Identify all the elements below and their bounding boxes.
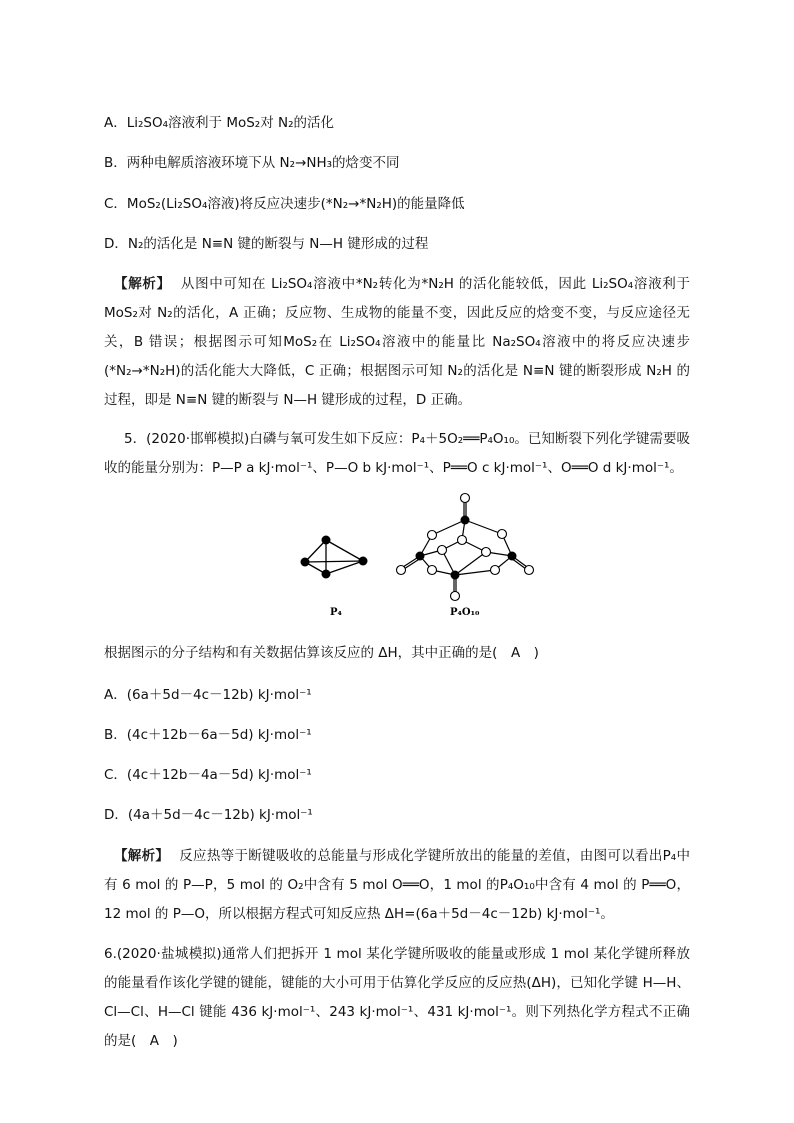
q5-option-a: A．(6a＋5d－4c－12b) kJ·mol⁻¹ [104,687,312,703]
q4-option-b: B．两种电解质溶液环境下从 N₂→NH₃的焓变不同 [104,155,400,171]
q5-question: 根据图示的分子结构和有关数据估算该反应的 ΔH，其中正确的是( A ) [104,645,539,661]
q5-analysis-label: 【解析】 [114,848,170,864]
q6-stem: 6.(2020·盐城模拟)通常人们把拆开 1 mol 某化学键所吸收的能量或形成 1 mol 某化学键所释放的能量看作该化学键的键能，键能的大小可用于估算化学反应的反应热(ΔH)，已知化学键 H—H、Cl—Cl、H—Cl 键能 436 kJ·mol⁻¹、243 kJ·mol⁻¹、431 kJ·mol⁻¹。则下列热化学方程式不正确的是( A ) [104,946,690,1049]
molecule-structure-figure [290,490,540,625]
q5-option-b: B．(4c＋12b－6a－5d) kJ·mol⁻¹ [104,727,312,743]
q4-analysis-text: 从图中可知在 Li₂SO₄溶液中*N₂转化为*N₂H 的活化能较低，因此 Li₂SO₄溶液利于 MoS₂对 N₂的活化，A 正确；反应物、生成物的能量不变，因此反应的焓变不变，与反应途径无关，B 错误；根据图示可知MoS₂在 Li₂SO₄溶液中的能量比 Na₂SO₄溶液中的将反应决速步(*N₂→*N₂H)的活化能大大降低，C 正确；根据图示可知 N₂的活化是 N≡N 键的断裂形成 N₂H 的过程，即是 N≡N 键的断裂与 N—H 键形成的过程，D 正确。 [104,276,690,408]
p4o10-molecule [403,500,527,593]
q5-analysis-text: 反应热等于断键吸收的总能量与形成化学键所放出的能量的差值，由图可以看出P₄中有 6 mol 的 P—P，5 mol 的 O₂中含有 5 mol O══O，1 mol 的P₄O₁₀中含有 4 mol 的 P══O，12 mol 的 P—O，所以根据方程式可知反应热 ΔH=(6a＋5d－4c－12b) kJ·mol⁻¹。 [104,848,690,922]
q5-option-d: D．(4a＋5d－4c－12b) kJ·mol⁻¹ [104,807,313,823]
q5-stem: 5．(2020·邯郸模拟)白磷与氧可发生如下反应：P₄＋5O₂══P₄O₁₀。已知断裂下列化学键需要吸收的能量分别为：P—P a kJ·mol⁻¹、P—O b kJ·mol⁻¹、P══O c kJ·mol⁻¹、O══O d kJ·mol⁻¹。 [104,431,690,476]
q4-analysis [104,270,690,415]
q5-option-c: C．(4c＋12b－4a－5d) kJ·mol⁻¹ [104,767,312,783]
figure-label-p4: P₄ [330,607,342,618]
q4-option-c: C．MoS₂(Li₂SO₄溶液)将反应决速步(*N₂→*N₂H)的能量降低 [104,196,465,212]
figure-label-p4o10: P₄O₁₀ [450,607,480,618]
q4-analysis-label: 【解析】 [114,276,171,292]
p4-molecule [305,540,363,574]
q4-option-a: A．Li₂SO₄溶液利于 MoS₂对 N₂的活化 [104,115,335,131]
q5-analysis [104,842,690,929]
q4-option-d: D．N₂的活化是 N≡N 键的断裂与 N—H 键形成的过程 [104,236,429,252]
